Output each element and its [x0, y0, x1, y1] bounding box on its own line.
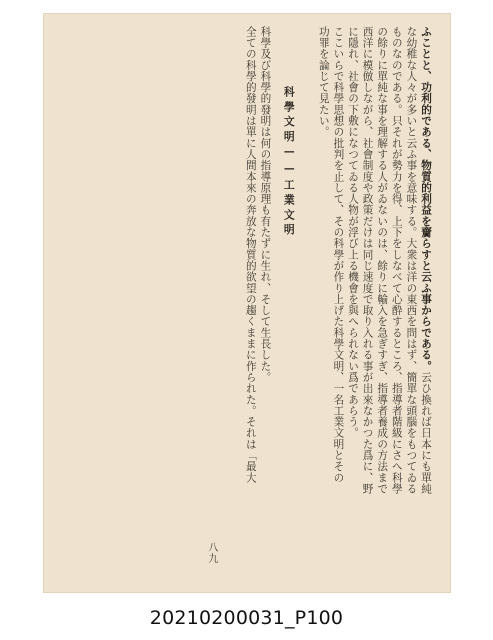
text-column: 全ての科學的發明は單に人間本來の奔放な物質的欲望の趨くままに作られた。それは「最大 [244, 26, 257, 484]
text-column: に隱れ、社會の下敷になつてゐる人物が浮び上る機會を與へられない爲であらう。 [347, 26, 359, 439]
text-column: の餘りに單純な事を理解する人がゐないのは、餘りに輸入を急ぎすぎ、指導者養成の方法まで [376, 26, 389, 495]
text-column: 西洋に模倣しながら、社會制度や政策だけは同じ速度で取り入れる事が出來なかつた爲に、野 [361, 26, 374, 495]
plain-text: 云ひ換れば日本にも單純 [420, 371, 432, 495]
text-column: 科學及び科學的發明は何の指導原理も有たずに生れ、そして生長した。 [259, 26, 272, 383]
page-number: 八九 [205, 542, 217, 564]
emphasized-text: ふことと、功利的である、物質的利益を齎らすと云ふ事からである。 [420, 26, 432, 372]
archive-id-caption: 20210200031_P100 [149, 607, 344, 629]
document-page [44, 14, 450, 592]
text-column [420, 26, 432, 494]
text-column: ここいらで科學思想の批判を止して、その科學が作り上げた科學文明、一名工業文明とその [332, 26, 345, 484]
text-column: 功罪を論じて見たい。 [317, 26, 330, 138]
text-column: な幼稚な人々が多いと云ふ事を意味する。大衆は洋の東西を問はず、簡單な頭腦をもつてゐる [405, 26, 418, 495]
text-column: ものなのである。只それが勢力を得、上下をしなべて心酔するところ、指導者階級にさへ科學 [390, 26, 403, 495]
section-heading: 科學文明——工業文明 [282, 86, 296, 239]
